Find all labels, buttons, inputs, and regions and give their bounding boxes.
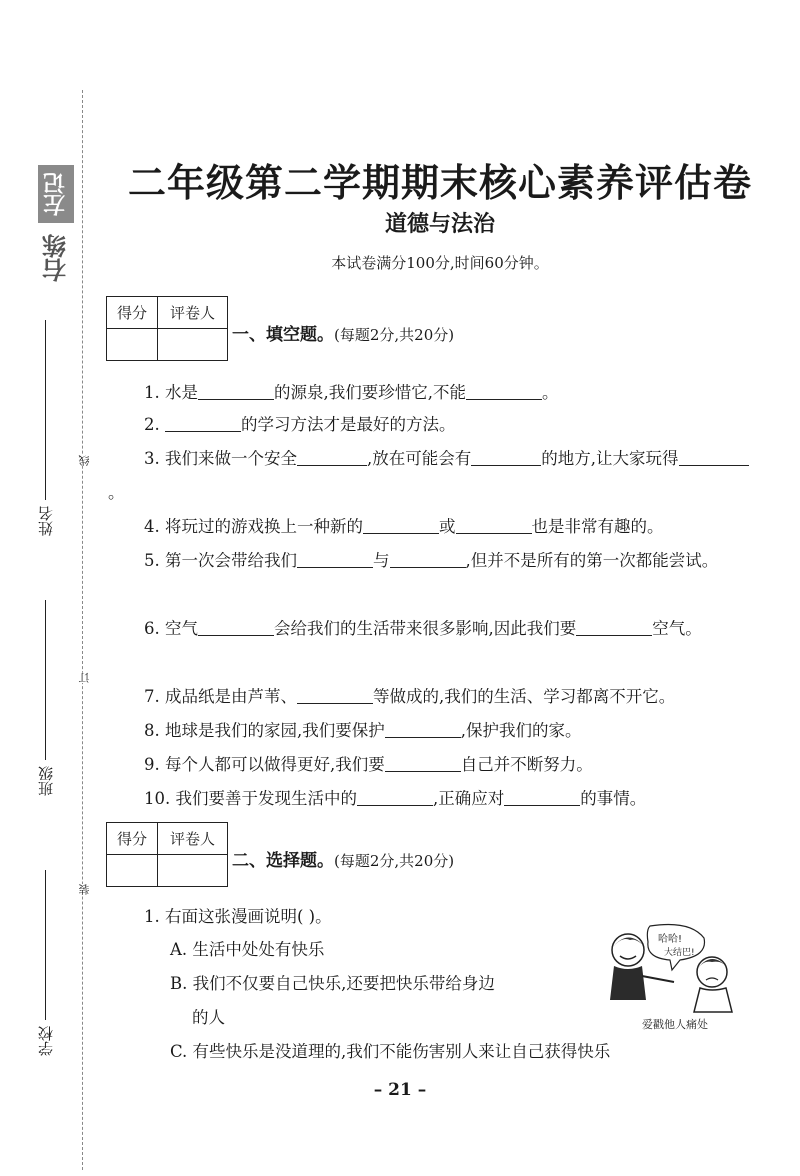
- score-cell[interactable]: [107, 855, 158, 887]
- q-text: 等做成的,我们的生活、学习都离不开它。: [373, 687, 676, 706]
- option-c[interactable]: C. 有些快乐是没道理的,我们不能伤害别人来让自己获得快乐: [170, 1042, 611, 1061]
- q-text: 也是非常有趣的。: [531, 517, 664, 536]
- binding-mark-bind: 订: [78, 672, 91, 683]
- answer-blank[interactable]: [297, 683, 373, 704]
- q-text: 的事情。: [580, 789, 647, 808]
- question-1-6: [108, 612, 758, 646]
- question-1-4: [108, 510, 758, 544]
- section1-title: 一、填空题。: [232, 325, 334, 345]
- brand-logo: [38, 165, 74, 297]
- q-text: 的地方,让大家玩得: [541, 449, 679, 468]
- name-field[interactable]: [30, 320, 60, 536]
- grader-cell[interactable]: [158, 855, 228, 887]
- page-title: 二年级第二学期期末核心素养评估卷: [127, 160, 752, 205]
- score-label: 得分: [107, 297, 158, 329]
- answer-blank[interactable]: [466, 379, 542, 400]
- subject-title: 道德与法治: [384, 212, 495, 237]
- brand-part1: 左记: [38, 165, 74, 223]
- grader-cell[interactable]: [158, 329, 228, 361]
- score-box-2: [106, 822, 228, 887]
- q-text: 自己并不断努力。: [460, 755, 593, 774]
- brand-part2: 右练: [42, 234, 71, 282]
- answer-blank[interactable]: [357, 785, 433, 806]
- q-text: 与: [373, 551, 390, 570]
- q-text: 9. 每个人都可以做得更好,我们要: [144, 755, 385, 774]
- q-text: 1. 水是: [144, 383, 198, 402]
- q-text: 的源泉,我们要珍惜它,不能: [274, 383, 466, 402]
- answer-blank[interactable]: [576, 615, 652, 636]
- q-text: 5. 第一次会带给我们: [144, 551, 297, 570]
- q-text: 的学习方法才是最好的方法。: [241, 415, 456, 434]
- school-field-line[interactable]: [45, 870, 46, 1020]
- exam-note: 本试卷满分100分,时间60分钟。: [331, 254, 549, 272]
- class-field-line[interactable]: [45, 600, 46, 760]
- q-text: 6. 空气: [144, 619, 198, 638]
- grader-label: 评卷人: [158, 823, 228, 855]
- answer-blank[interactable]: [471, 445, 541, 466]
- q-text: ,但并不是所有的第一次都能尝试。: [465, 551, 719, 570]
- class-label: 班级: [36, 766, 55, 796]
- question-1-5: [108, 544, 758, 578]
- q-text: 会给我们的生活带来很多影响,因此我们要: [274, 619, 577, 638]
- q-text: ,正确应对: [433, 789, 505, 808]
- option-a[interactable]: A. 生活中处处有快乐: [170, 940, 325, 959]
- q-text: 或: [439, 517, 456, 536]
- answer-blank[interactable]: [385, 751, 461, 772]
- cartoon-caption: 爱戳他人痛处: [642, 1018, 708, 1031]
- section1-heading: [232, 320, 454, 345]
- q-text: 7. 成品纸是由芦苇、: [144, 687, 297, 706]
- score-cell[interactable]: [107, 329, 158, 361]
- section2-heading: [232, 846, 454, 871]
- answer-blank[interactable]: [198, 615, 274, 636]
- question-1-8: [108, 714, 758, 748]
- answer-blank[interactable]: [165, 411, 241, 432]
- section1-points: (每题2分,共20分): [334, 326, 455, 344]
- answer-blank[interactable]: [297, 547, 373, 568]
- bubble-text-2: 大结巴!: [664, 948, 695, 958]
- comic-illustration: [600, 920, 750, 1035]
- section2-title: 二、选择题。: [232, 851, 334, 871]
- question-1-9: [108, 748, 758, 782]
- q-text: 空气。: [652, 619, 702, 638]
- page-number: – 21 –: [373, 1080, 427, 1100]
- question-1-10: [108, 782, 758, 816]
- grader-label: 评卷人: [158, 297, 228, 329]
- question-1-7: [108, 680, 758, 714]
- answer-blank[interactable]: [504, 785, 580, 806]
- q-text: 4. 将玩过的游戏换上一种新的: [144, 517, 363, 536]
- q-text: 8. 地球是我们的家园,我们要保护: [144, 721, 385, 740]
- score-box-1: [106, 296, 228, 361]
- answer-blank[interactable]: [385, 717, 461, 738]
- question-2-1: 1. 右面这张漫画说明( )。: [144, 907, 332, 926]
- question-1-1: [108, 376, 758, 410]
- question-1-2: [108, 408, 758, 442]
- q-text: ,放在可能会有: [367, 449, 472, 468]
- q-text: ,保护我们的家。: [460, 721, 582, 740]
- section2-points: (每题2分,共20分): [334, 852, 455, 870]
- name-label: 姓名: [36, 506, 55, 536]
- class-field[interactable]: [30, 600, 60, 796]
- answer-blank[interactable]: [363, 513, 439, 534]
- answer-blank[interactable]: [456, 513, 532, 534]
- q-text: 。: [542, 383, 559, 402]
- q-text: 2.: [144, 415, 165, 434]
- bubble-text-1: 哈哈!: [658, 934, 683, 945]
- q-text: 3. 我们来做一个安全: [144, 449, 297, 468]
- score-label: 得分: [107, 823, 158, 855]
- q-text: 10. 我们要善于发现生活中的: [144, 789, 357, 808]
- option-b-cont[interactable]: 的人: [192, 1008, 225, 1027]
- answer-blank[interactable]: [297, 445, 367, 466]
- question-1-3: [108, 442, 758, 510]
- school-label: 学校: [36, 1026, 55, 1056]
- q-text: 。: [108, 483, 125, 502]
- answer-blank[interactable]: [198, 379, 274, 400]
- name-field-line[interactable]: [45, 320, 46, 500]
- option-b[interactable]: B. 我们不仅要自己快乐,还要把快乐带给身边: [170, 974, 495, 993]
- binding-mark-line: 线: [78, 455, 91, 466]
- binding-mark-pack: 装: [78, 884, 91, 895]
- answer-blank[interactable]: [679, 445, 749, 466]
- school-field[interactable]: [30, 870, 60, 1056]
- answer-blank[interactable]: [390, 547, 466, 568]
- binding-dotted-line: [82, 90, 83, 1170]
